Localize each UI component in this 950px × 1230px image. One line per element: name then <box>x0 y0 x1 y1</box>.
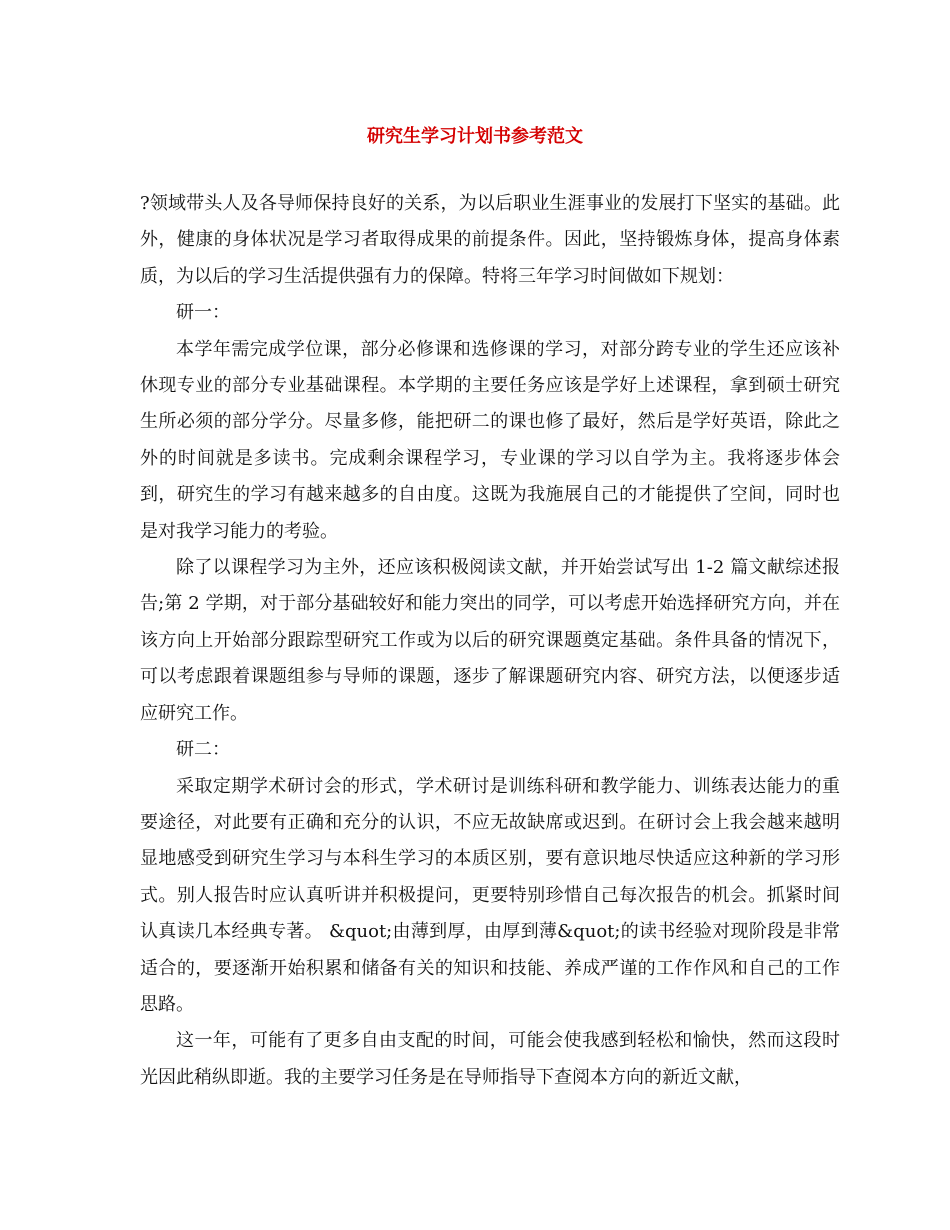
paragraph-year-one-courses: 本学年需完成学位课，部分必修课和选修课的学习，对部分跨专业的学生还应该补休现专业的部分专业基础课程。本学期的主要任务应该是学好上述课程，拿到硕士研究生所必须的部分学分。尽量多修，能把研二的课也修了最好，然后是学好英语，除此之外的时间就是多读书。完成剩余课程学习，专业课的学习以自学为主。我将逐步体会到，研究生的学习有越来越多的自由度。这既为我施展自己的才能提供了空间，同时也是对我学习能力的考验。 <box>140 338 840 542</box>
paragraph-year-two-seminars: 采取定期学术研讨会的形式，学术研讨是训练科研和教学能力、训练表达能力的重要途径，对此要有正确和充分的认识，不应无故缺席或迟到。在研讨会上我会越来越明显地感受到研究生学习与本科生学习的本质区别，要有意识地尽快适应这种新的学习形式。别人报告时应认真听讲并积极提问，更要特别珍惜自己每次报告的机会。抓紧时间认真读几本经典专著。 &quot;由薄到厚，由厚到薄&quot;的读书经验对现阶段是非常适合的，要逐渐开始积累和储备有关的知识和技能、养成严谨的工作作风和自己的工作思路。 <box>140 775 840 1015</box>
paragraph-year-two-tasks: 这一年，可能有了更多自由支配的时间，可能会使我感到轻松和愉快，然而这段时光因此稍纵即逝。我的主要学习任务是在导师指导下查阅本方向的新近文献， <box>140 1030 840 1088</box>
heading-year-one: 研一： <box>176 302 230 324</box>
paragraph-year-one-research: 除了以课程学习为主外，还应该积极阅读文献，并开始尝试写出 1-2 篇文献综述报告;第 2 学期，对于部分基础较好和能力突出的同学，可以考虑开始选择研究方向，并在该方向上开始部分跟踪型研究工作或为以后的研究课题奠定基础。条件具备的情况下，可以考虑跟着课题组参与导师的课题，逐步了解课题研究内容、研究方法，以便逐步适应研究工作。 <box>140 557 840 724</box>
document-body <box>140 186 840 1096</box>
heading-year-two: 研二： <box>176 739 230 761</box>
paragraph-intro: ?领域带头人及各导师保持良好的关系，为以后职业生涯事业的发展打下坚实的基础。此外，健康的身体状况是学习者取得成果的前提条件。因此，坚持锻炼身体，提高身体素质，为以后的学习生活提供强有力的保障。特将三年学习时间做如下规划： <box>140 193 840 287</box>
document-title: 研究生学习计划书参考范文 <box>367 126 583 147</box>
